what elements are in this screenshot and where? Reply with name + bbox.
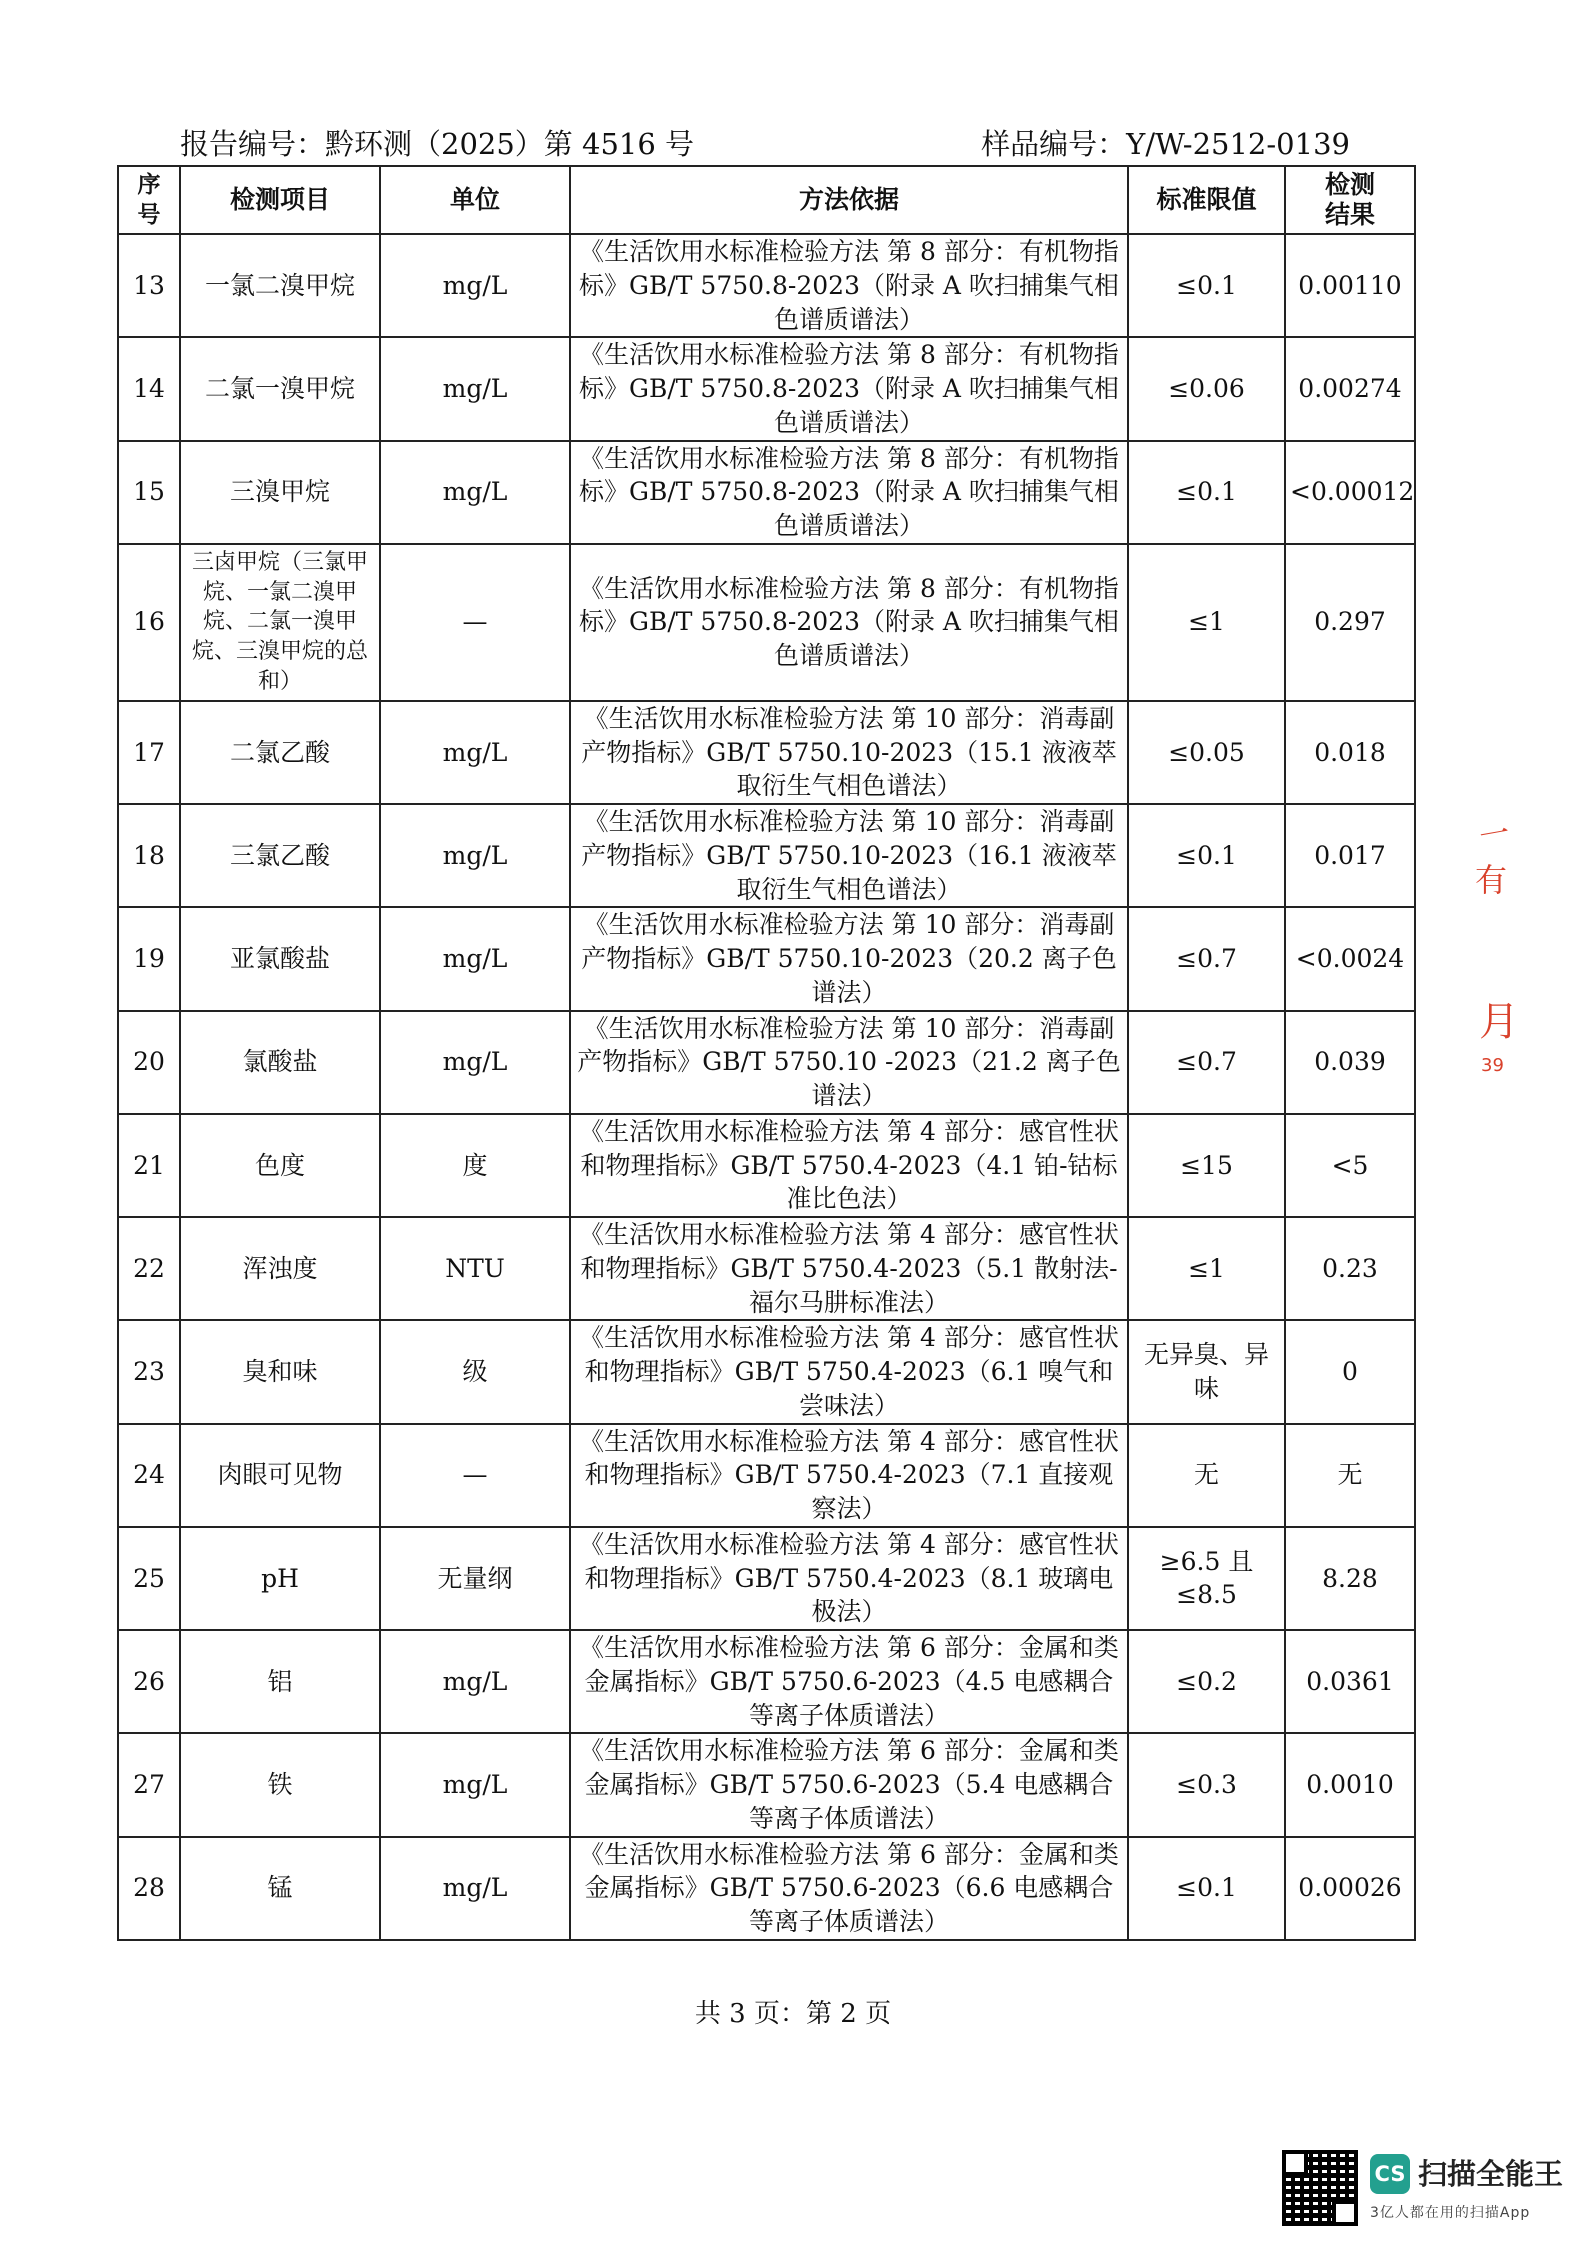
row-result: 无 xyxy=(1285,1424,1415,1527)
row-unit: mg/L xyxy=(380,907,570,1010)
table-row xyxy=(118,1114,1415,1217)
sample-number: 样品编号：Y/W-2512-0139 xyxy=(981,127,1350,161)
row-item: 氯酸盐 xyxy=(180,1011,380,1114)
row-limit: ≤1 xyxy=(1128,544,1285,701)
row-method: 《生活饮用水标准检验方法 第 4 部分：感官性状和物理指标》GB/T 5750.4-2023（4.1 铂-钴标准比色法） xyxy=(570,1114,1128,1217)
row-no: 20 xyxy=(118,1011,180,1114)
handwritten-mark: 一 xyxy=(1476,815,1513,856)
row-unit: mg/L xyxy=(380,804,570,907)
table-row xyxy=(118,441,1415,544)
row-no: 23 xyxy=(118,1320,180,1423)
row-unit: — xyxy=(380,544,570,701)
row-result: 0 xyxy=(1285,1320,1415,1423)
header-result: 检测 结果 xyxy=(1285,166,1415,234)
table-row xyxy=(118,1320,1415,1423)
row-item: 锰 xyxy=(180,1837,380,1940)
row-unit: mg/L xyxy=(380,234,570,337)
row-no: 28 xyxy=(118,1837,180,1940)
row-limit: ≤0.2 xyxy=(1128,1630,1285,1733)
row-unit: mg/L xyxy=(380,1011,570,1114)
table-row xyxy=(118,1217,1415,1320)
row-limit: 无 xyxy=(1128,1424,1285,1527)
row-method: 《生活饮用水标准检验方法 第 10 部分：消毒副产物指标》GB/T 5750.10-2023（15.1 液液萃取衍生气相色谱法） xyxy=(570,701,1128,804)
row-item: 臭和味 xyxy=(180,1320,380,1423)
row-limit: ≤0.1 xyxy=(1128,804,1285,907)
row-method: 《生活饮用水标准检验方法 第 4 部分：感官性状和物理指标》GB/T 5750.4-2023（6.1 嗅气和尝味法） xyxy=(570,1320,1128,1423)
report-header xyxy=(180,122,1350,164)
row-method: 《生活饮用水标准检验方法 第 8 部分：有机物指标》GB/T 5750.8-2023（附录 A 吹扫捕集气相色谱质谱法） xyxy=(570,234,1128,337)
row-method: 《生活饮用水标准检验方法 第 10 部分：消毒副产物指标》GB/T 5750.10-2023（16.1 液液萃取衍生气相色谱法） xyxy=(570,804,1128,907)
row-limit: ≤0.7 xyxy=(1128,907,1285,1010)
table-row xyxy=(118,804,1415,907)
handwritten-annotation xyxy=(1475,810,1519,1100)
row-no: 27 xyxy=(118,1733,180,1836)
row-item: 浑浊度 xyxy=(180,1217,380,1320)
scanner-slogan: 3亿人都在用的扫描App xyxy=(1370,2205,1531,2221)
handwritten-mark: 月 xyxy=(1479,999,1519,1045)
row-no: 13 xyxy=(118,234,180,337)
row-method: 《生活饮用水标准检验方法 第 6 部分：金属和类金属指标》GB/T 5750.6-2023（6.6 电感耦合等离子体质谱法） xyxy=(570,1837,1128,1940)
cs-logo: CS xyxy=(1370,2154,1410,2194)
row-item: 铝 xyxy=(180,1630,380,1733)
row-result: 0.0361 xyxy=(1285,1630,1415,1733)
row-unit: mg/L xyxy=(380,1837,570,1940)
row-item: 三卤甲烷（三氯甲烷、一氯二溴甲烷、二氯一溴甲烷、三溴甲烷的总和） xyxy=(180,544,380,701)
scanner-app-name: 扫描全能王 xyxy=(1418,2157,1564,2191)
row-method: 《生活饮用水标准检验方法 第 4 部分：感官性状和物理指标》GB/T 5750.4-2023（5.1 散射法-福尔马肼标准法） xyxy=(570,1217,1128,1320)
row-limit: ≤0.1 xyxy=(1128,441,1285,544)
row-result: 0.297 xyxy=(1285,544,1415,701)
row-result: <5 xyxy=(1285,1114,1415,1217)
row-item: 三溴甲烷 xyxy=(180,441,380,544)
handwritten-mark: 有 xyxy=(1475,861,1508,899)
header-serial: 序 号 xyxy=(118,166,180,234)
row-unit: 度 xyxy=(380,1114,570,1217)
row-result: 0.018 xyxy=(1285,701,1415,804)
row-limit: ≤0.05 xyxy=(1128,701,1285,804)
row-limit: ≤0.1 xyxy=(1128,234,1285,337)
row-item: 一氯二溴甲烷 xyxy=(180,234,380,337)
table-row xyxy=(118,1733,1415,1836)
row-no: 26 xyxy=(118,1630,180,1733)
row-item: 色度 xyxy=(180,1114,380,1217)
header-unit: 单位 xyxy=(380,166,570,234)
row-item: 肉眼可见物 xyxy=(180,1424,380,1527)
row-unit: — xyxy=(380,1424,570,1527)
row-method: 《生活饮用水标准检验方法 第 8 部分：有机物指标》GB/T 5750.8-2023（附录 A 吹扫捕集气相色谱质谱法） xyxy=(570,441,1128,544)
row-method: 《生活饮用水标准检验方法 第 6 部分：金属和类金属指标》GB/T 5750.6-2023（4.5 电感耦合等离子体质谱法） xyxy=(570,1630,1128,1733)
row-unit: mg/L xyxy=(380,337,570,440)
row-no: 17 xyxy=(118,701,180,804)
row-unit: mg/L xyxy=(380,441,570,544)
scanner-watermark xyxy=(1282,2150,1572,2230)
header-item: 检测项目 xyxy=(180,166,380,234)
table-row xyxy=(118,234,1415,337)
row-no: 18 xyxy=(118,804,180,907)
row-limit: ≤1 xyxy=(1128,1217,1285,1320)
handwritten-mark: 39 xyxy=(1481,1055,1504,1076)
row-method: 《生活饮用水标准检验方法 第 8 部分：有机物指标》GB/T 5750.8-2023（附录 A 吹扫捕集气相色谱质谱法） xyxy=(570,337,1128,440)
row-limit: ≤15 xyxy=(1128,1114,1285,1217)
row-no: 15 xyxy=(118,441,180,544)
row-method: 《生活饮用水标准检验方法 第 6 部分：金属和类金属指标》GB/T 5750.6-2023（5.4 电感耦合等离子体质谱法） xyxy=(570,1733,1128,1836)
row-method: 《生活饮用水标准检验方法 第 8 部分：有机物指标》GB/T 5750.8-2023（附录 A 吹扫捕集气相色谱质谱法） xyxy=(570,544,1128,701)
row-no: 22 xyxy=(118,1217,180,1320)
row-method: 《生活饮用水标准检验方法 第 4 部分：感官性状和物理指标》GB/T 5750.4-2023（8.1 玻璃电极法） xyxy=(570,1527,1128,1630)
row-item: pH xyxy=(180,1527,380,1630)
page-footer: 共 3 页：第 2 页 xyxy=(694,1999,892,2029)
row-limit: ≤0.06 xyxy=(1128,337,1285,440)
row-item: 三氯乙酸 xyxy=(180,804,380,907)
row-no: 16 xyxy=(118,544,180,701)
row-result: 0.039 xyxy=(1285,1011,1415,1114)
row-no: 21 xyxy=(118,1114,180,1217)
row-method: 《生活饮用水标准检验方法 第 4 部分：感官性状和物理指标》GB/T 5750.4-2023（7.1 直接观察法） xyxy=(570,1424,1128,1527)
row-unit: mg/L xyxy=(380,701,570,804)
row-result: <0.00012 xyxy=(1285,441,1415,544)
table-row xyxy=(118,1527,1415,1630)
row-result: 0.00274 xyxy=(1285,337,1415,440)
row-no: 19 xyxy=(118,907,180,1010)
table-row xyxy=(118,1630,1415,1733)
row-limit: ≤0.1 xyxy=(1128,1837,1285,1940)
row-result: 0.0010 xyxy=(1285,1733,1415,1836)
header-method: 方法依据 xyxy=(570,166,1128,234)
row-limit: 无异臭、异味 xyxy=(1128,1320,1285,1423)
row-no: 14 xyxy=(118,337,180,440)
row-result: 8.28 xyxy=(1285,1527,1415,1630)
table-row xyxy=(118,1011,1415,1114)
test-results-table xyxy=(117,165,1416,1941)
header-limit: 标准限值 xyxy=(1128,166,1285,234)
row-method: 《生活饮用水标准检验方法 第 10 部分：消毒副产物指标》GB/T 5750.10 -2023（21.2 离子色谱法） xyxy=(570,1011,1128,1114)
table-row xyxy=(118,544,1415,701)
row-item: 铁 xyxy=(180,1733,380,1836)
row-result: 0.00110 xyxy=(1285,234,1415,337)
row-limit: ≥6.5 且≤8.5 xyxy=(1128,1527,1285,1630)
report-number: 报告编号：黔环测（2025）第 4516 号 xyxy=(180,127,695,161)
row-item: 二氯乙酸 xyxy=(180,701,380,804)
row-result: 0.017 xyxy=(1285,804,1415,907)
row-method: 《生活饮用水标准检验方法 第 10 部分：消毒副产物指标》GB/T 5750.10-2023（20.2 离子色谱法） xyxy=(570,907,1128,1010)
row-unit: NTU xyxy=(380,1217,570,1320)
table-row xyxy=(118,337,1415,440)
row-item: 二氯一溴甲烷 xyxy=(180,337,380,440)
table-row xyxy=(118,1837,1415,1940)
row-unit: mg/L xyxy=(380,1630,570,1733)
qr-code-icon xyxy=(1282,2150,1358,2226)
row-unit: mg/L xyxy=(380,1733,570,1836)
row-item: 亚氯酸盐 xyxy=(180,907,380,1010)
row-result: <0.0024 xyxy=(1285,907,1415,1010)
table-row xyxy=(118,907,1415,1010)
row-no: 25 xyxy=(118,1527,180,1630)
table-header-row xyxy=(118,166,1415,234)
row-limit: ≤0.3 xyxy=(1128,1733,1285,1836)
row-result: 0.23 xyxy=(1285,1217,1415,1320)
row-unit: 级 xyxy=(380,1320,570,1423)
table-row xyxy=(118,1424,1415,1527)
row-result: 0.00026 xyxy=(1285,1837,1415,1940)
table-row xyxy=(118,701,1415,804)
row-unit: 无量纲 xyxy=(380,1527,570,1630)
row-limit: ≤0.7 xyxy=(1128,1011,1285,1114)
row-no: 24 xyxy=(118,1424,180,1527)
